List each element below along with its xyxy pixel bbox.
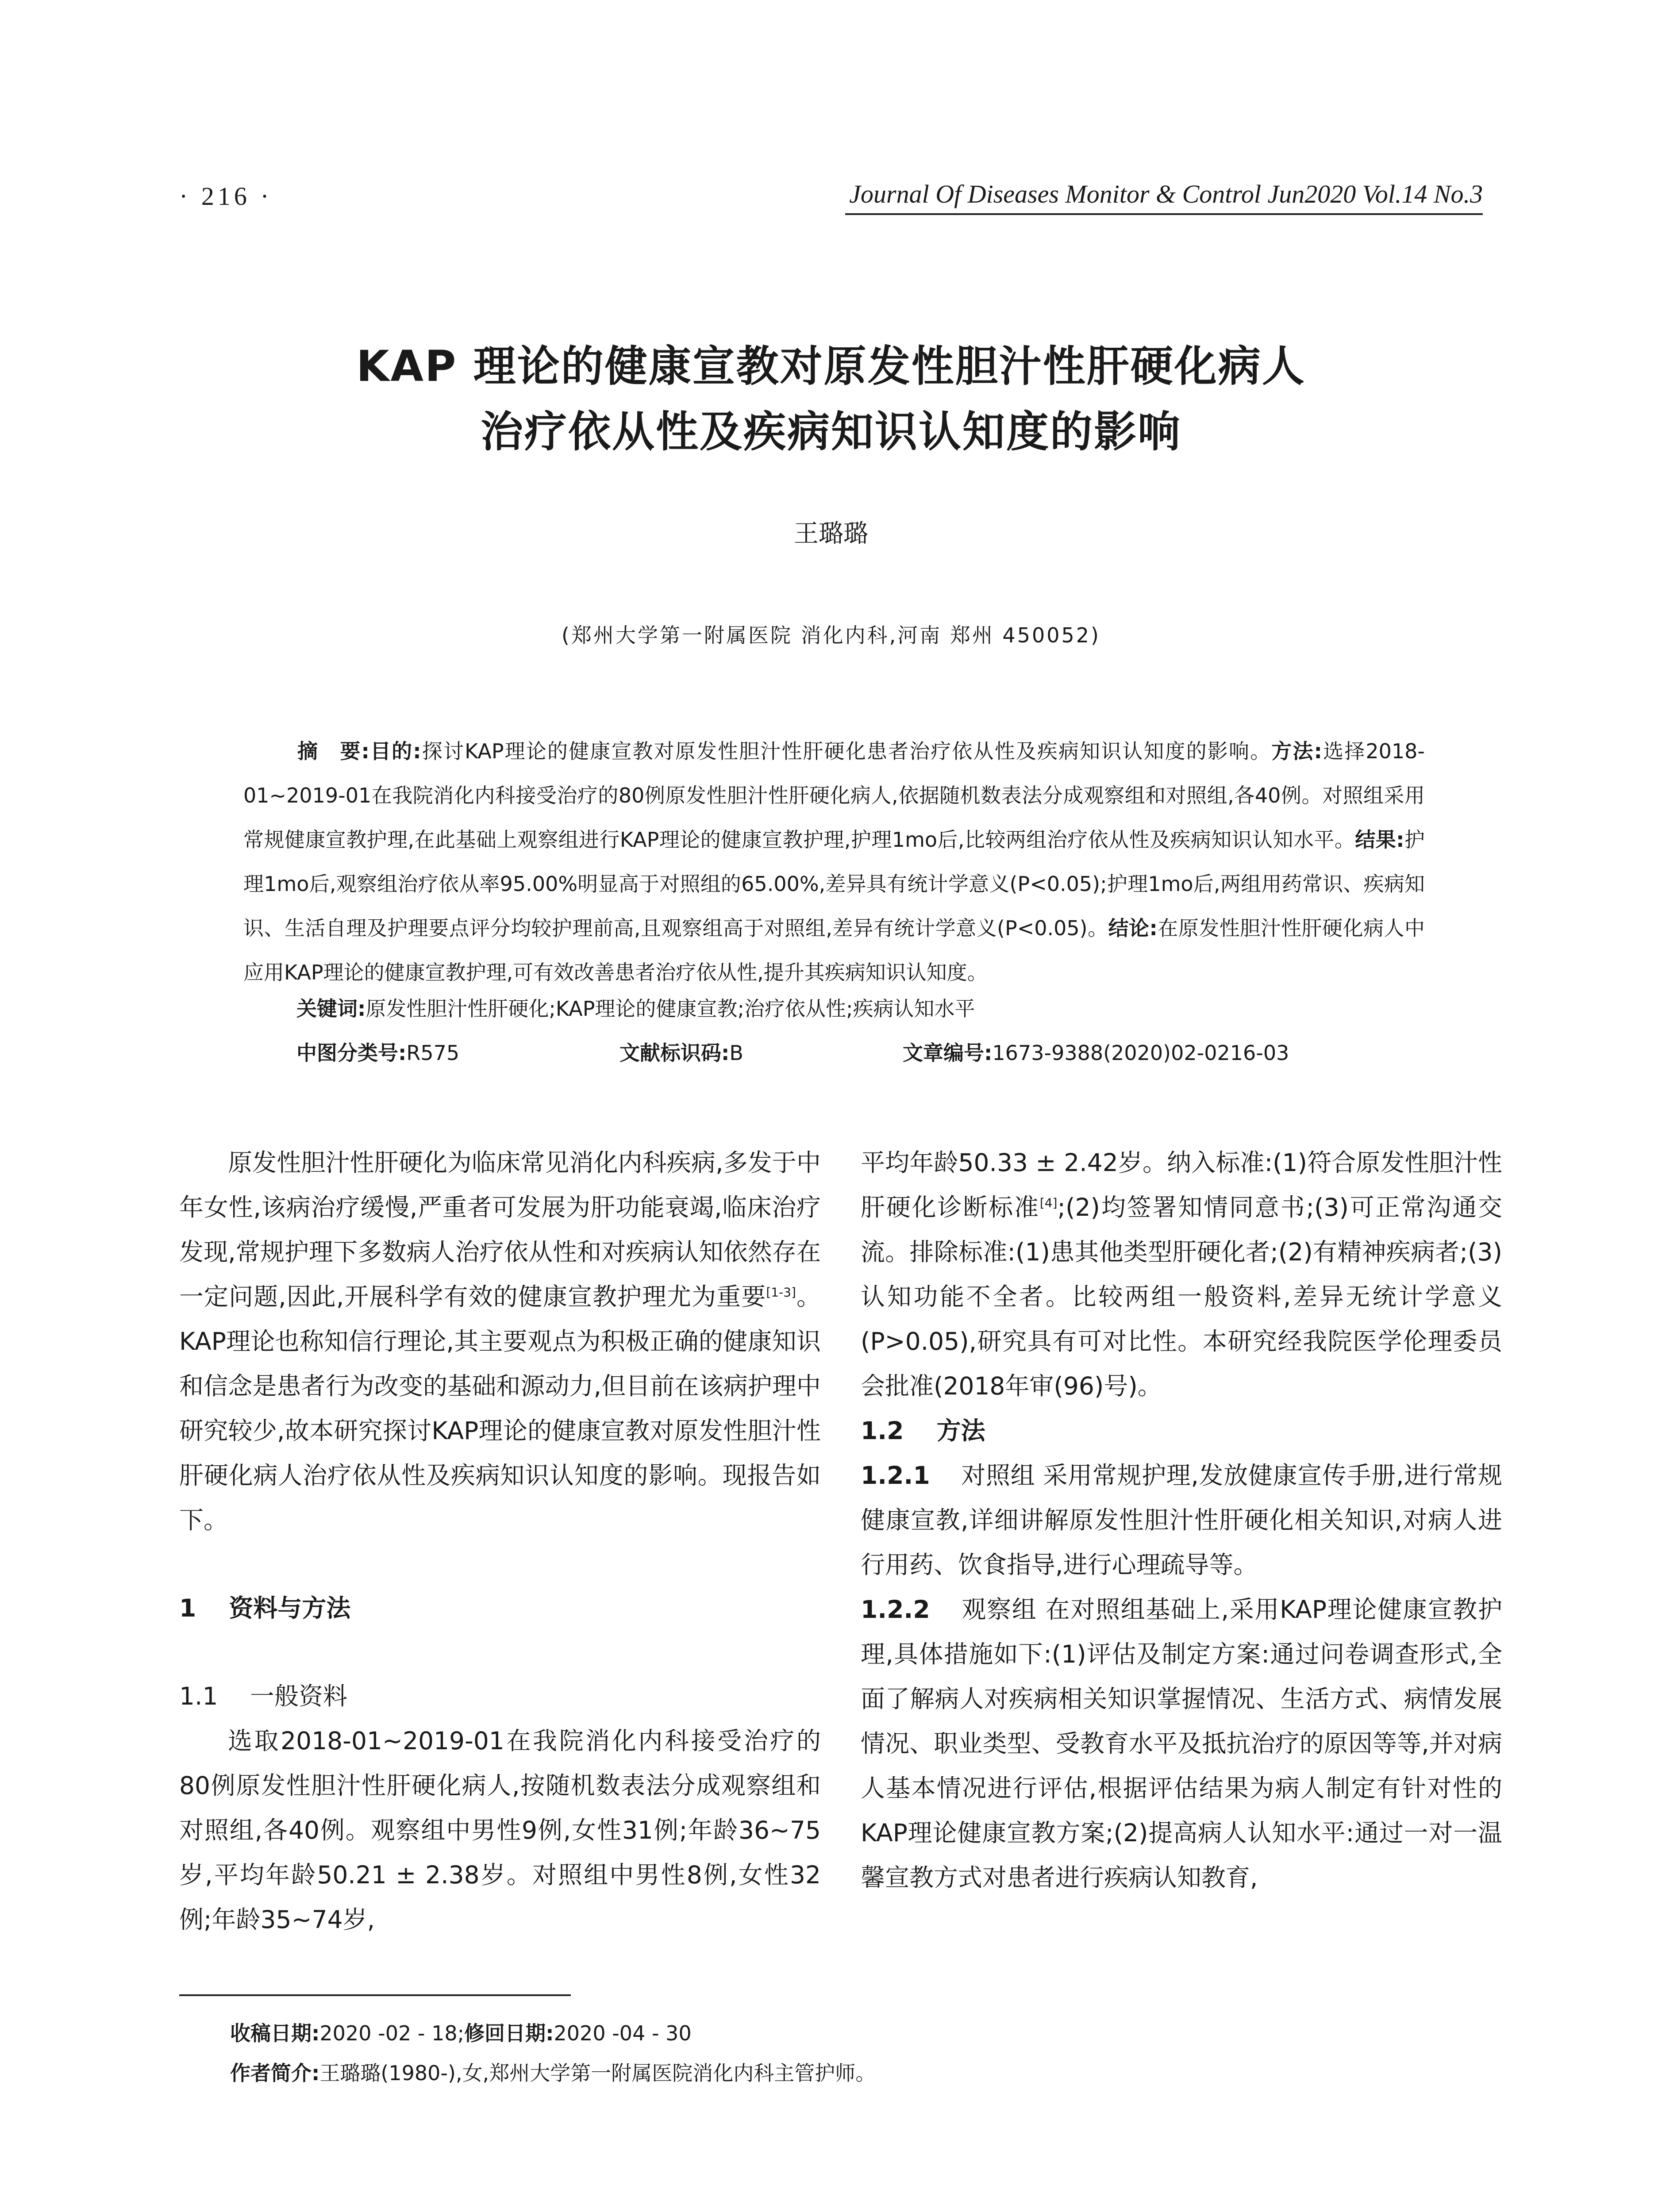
- control-group-paragraph: 1.2.1 对照组 采用常规护理,发放健康宣传手册,进行常规健康宣教,详细讲解原发性胆汁性肝硬化相关知识,对病人进行用药、饮食指导,进行心理疏导等。: [861, 1461, 1502, 1579]
- section-heading-1-1: 1.1 一般资料: [179, 1682, 347, 1710]
- keywords: [296, 993, 975, 1022]
- body-column-right: [861, 1141, 1502, 1900]
- affiliation: (郑州大学第一附属医院 消化内科,河南 郑州 450052): [562, 623, 1100, 647]
- clc-value: R575: [406, 1041, 460, 1065]
- doc-code-label: 文献标识码:: [619, 1041, 730, 1065]
- method-label: 方法:: [1271, 739, 1322, 763]
- keywords-text: 原发性胆汁性肝硬化;KAP理论的健康宣教;治疗依从性;疾病认知水平: [365, 997, 975, 1021]
- criteria-paragraph: 平均年龄50.33 ± 2.42岁。纳入标准:(1)符合原发性胆汁性肝硬化诊断标准[4];(2)均签署知情同意书;(3)可正常沟通交流。排除标准:(1)患其他类型肝硬化者;(2)有精神疾病者;(3)认知功能不全者。比较两组一般资料,差异无统计学意义(P>0.05),研究具有可对比性。本研究经我院医学伦理委员会批准(2018年审(96)号)。: [861, 1148, 1502, 1400]
- purpose-label: 目的:: [369, 739, 421, 763]
- intro-paragraph: 原发性胆汁性肝硬化为临床常见消化内科疾病,多发于中年女性,该病治疗缓慢,严重者可发展为肝功能衰竭,临床治疗发现,常规护理下多数病人治疗依从性和对疾病认知依然存在一定问题,因此,开展科学有效的健康宣教护理尤为重要[1-3]。KAP理论也称知信行理论,其主要观点为积极正确的健康知识和信念是患者行为改变的基础和源动力,但目前在该病护理中研究较少,故本研究探讨KAP理论的健康宣教对原发性胆汁性肝硬化病人治疗依从性及疾病知识认知度的影响。现报告如下。: [179, 1148, 821, 1534]
- method-text: 选择2018-01~2019-01在我院消化内科接受治疗的80例原发性胆汁性肝硬化病人,依据随机数表法分成观察组和对照组,各40例。对照组采用常规健康宣教护理,在此基础上观察组进行KAP理论的健康宣教护理,护理1mo后,比较两组治疗依从性及疾病知识认知水平。: [243, 739, 1425, 852]
- conclusion-text: 在原发性胆汁性肝硬化病人中应用KAP理论的健康宣教护理,可有效改善患者治疗依从性,提升其疾病知识认知度。: [243, 916, 1425, 984]
- author: 王璐璐: [794, 519, 868, 548]
- title-line-2: 治疗依从性及疾病知识认知度的影响: [481, 407, 1181, 457]
- section-heading-1: 1 资料与方法: [179, 1594, 351, 1622]
- article-number-value: 1673-9388(2020)02-0216-03: [992, 1041, 1289, 1065]
- citation: [4]: [1039, 1195, 1058, 1210]
- keywords-label: 关键词:: [296, 997, 366, 1021]
- page-number: · 216 ·: [179, 182, 273, 211]
- citation: [1-3]: [766, 1285, 796, 1300]
- title-line-1: KAP 理论的健康宣教对原发性胆汁性肝硬化病人: [356, 342, 1306, 391]
- classification-line: [296, 1037, 1447, 1066]
- article-number-label: 文章编号:: [903, 1041, 993, 1065]
- abstract: [243, 729, 1425, 995]
- section-heading-1-2: 1.2 方法: [861, 1417, 985, 1445]
- clc-label: 中图分类号:: [296, 1041, 407, 1065]
- footnote-author-bio: 作者简介:王璐璐(1980-),女,郑州大学第一附属医院消化内科主管护师。: [230, 2061, 876, 2085]
- result-label: 结果:: [1355, 828, 1404, 852]
- doc-code-value: B: [729, 1041, 743, 1065]
- journal-header: Journal Of Diseases Monitor & Control Jun2020 Vol.14 No.3: [849, 180, 1483, 208]
- header-rule: [845, 213, 1483, 215]
- result-text: 护理1mo后,观察组治疗依从率95.00%明显高于对照组的65.00%,差异具有统计学意义(P<0.05);护理1mo后,两组用药常识、疾病知识、生活自理及护理要点评分均较护理前高,且观察组高于对照组,差异有统计学意义(P<0.05)。: [243, 828, 1425, 940]
- body-column-left: [179, 1141, 821, 1942]
- footnote-dates: 收稿日期:2020 -02 - 18;修回日期:2020 -04 - 30: [230, 2021, 692, 2045]
- abstract-label: 摘 要:: [296, 739, 369, 763]
- footnote-rule: [179, 1994, 571, 1996]
- purpose-text: 探讨KAP理论的健康宣教对原发性胆汁性肝硬化患者治疗依从性及疾病知识认知度的影响。: [421, 739, 1272, 763]
- general-data-paragraph: 选取2018-01~2019-01在我院消化内科接受治疗的80例原发性胆汁性肝硬化病人,按随机数表法分成观察组和对照组,各40例。观察组中男性9例,女性31例;年龄36~75岁,平均年龄50.21 ± 2.38岁。对照组中男性8例,女性32例;年龄35~74岁,: [179, 1727, 821, 1934]
- observation-group-paragraph: 1.2.2 观察组 在对照组基础上,采用KAP理论健康宣教护理,具体措施如下:(1)评估及制定方案:通过问卷调查形式,全面了解病人对疾病相关知识掌握情况、生活方式、病情发展情况、职业类型、受教育水平及抵抗治疗的原因等等,并对病人基本情况进行评估,根据评估结果为病人制定有针对性的KAP理论健康宣教方案;(2)提高病人认知水平:通过一对一温馨宣教方式对患者进行疾病认知教育,: [861, 1595, 1502, 1892]
- conclusion-label: 结论:: [1108, 916, 1158, 940]
